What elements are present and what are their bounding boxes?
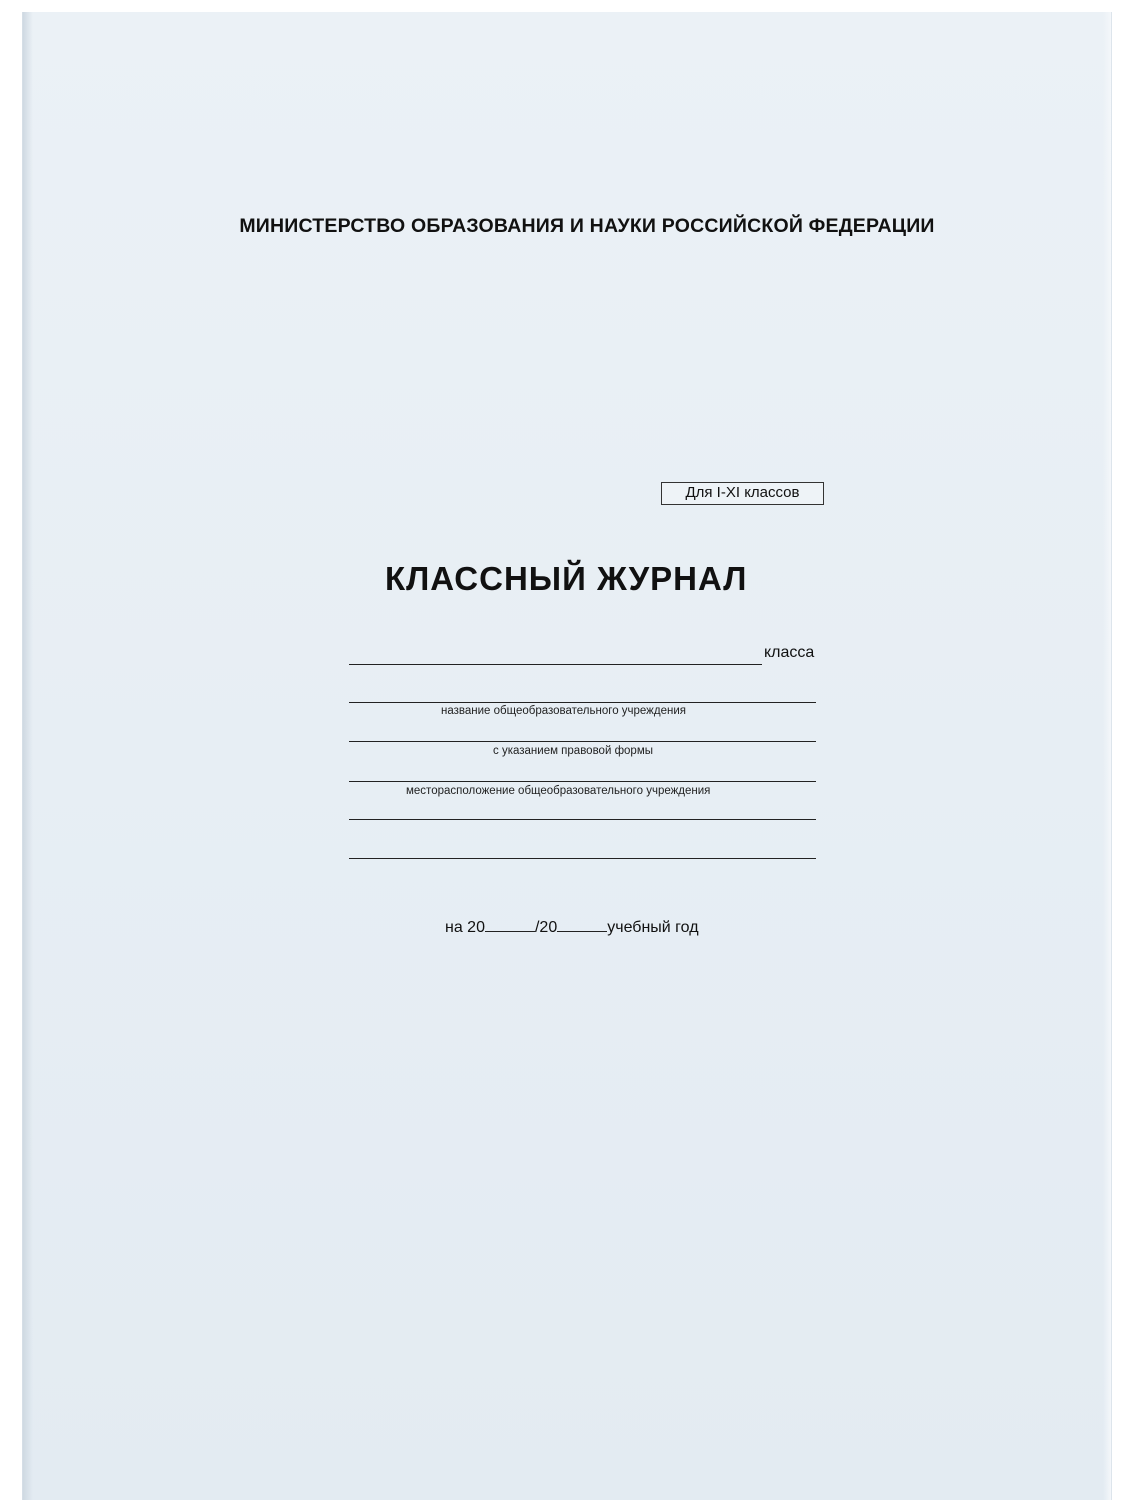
year-suffix: учебный год [607, 919, 699, 936]
year-prefix: на 20 [445, 919, 485, 936]
year-separator: /20 [534, 919, 558, 936]
institution-name-caption: название общеобразовательного учреждения [441, 705, 686, 717]
location-caption: месторасположение общеобразовательного учреждения [406, 785, 711, 797]
academic-year [445, 917, 699, 937]
year-start-blank [485, 917, 535, 932]
institution-name-line [349, 702, 816, 703]
journal-title: КЛАССНЫЙ ЖУРНАЛ [385, 560, 748, 597]
location-line [349, 781, 816, 782]
blank-line [349, 819, 816, 820]
class-line [349, 664, 762, 665]
legal-form-caption: с указанием правовой формы [493, 745, 654, 757]
class-suffix: класса [764, 644, 815, 661]
blank-line [349, 858, 816, 859]
ministry-header: МИНИСТЕРСТВО ОБРАЗОВАНИЯ И НАУКИ РОССИЙСКОЙ ФЕДЕРАЦИИ [239, 215, 935, 237]
year-end-blank [557, 917, 607, 932]
legal-form-line [349, 741, 816, 742]
journal-cover [22, 12, 1112, 1500]
grade-range-badge: Для I-XI классов [661, 482, 824, 505]
